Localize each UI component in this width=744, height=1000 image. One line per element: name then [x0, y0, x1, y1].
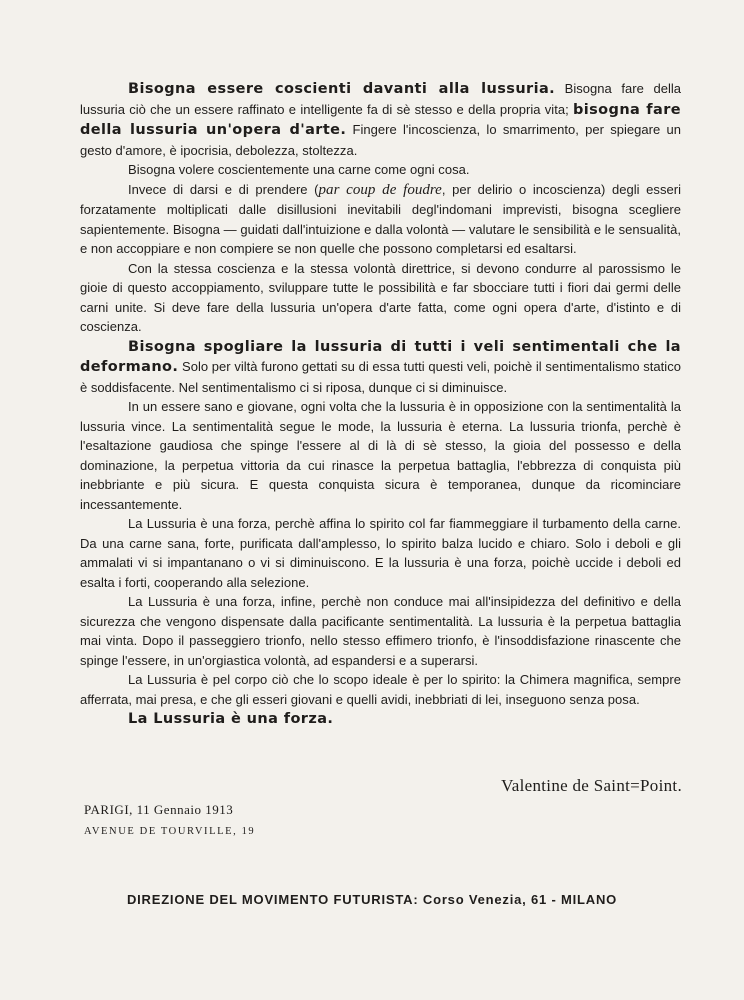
paragraph-8: La Lussuria è una forza, infine, perchè non conduce mai all'insipidezza del definitivo e della sicurezza che vengono dispensate dalla pacificante sentimentalità. La lussuria è la perpetua battaglia mai vinta. Dopo il passeggiero trionfo, nello stesso effimero trionfo, è l'insoddisfazione rinascente che spinge l'essere, in un'orgiastica volontà, ad espandersi e a superarsi. — [80, 594, 681, 668]
paragraph-1 — [80, 79, 681, 160]
paragraph-text: Fingere l'incoscienza, lo smarrimento, per spiegare un gesto d'amore, è ipocrisia, debolezza, stoltezza. — [80, 122, 681, 158]
manifesto-body — [80, 79, 681, 730]
bold-phrase: Bisogna spogliare la lussuria di tutti i veli sentimentali che la deformano. — [80, 338, 681, 375]
signature: Valentine de Saint=Point. — [501, 776, 682, 795]
address: AVENUE DE TOURVILLE, 19 — [84, 826, 256, 837]
paragraph-4: Con la stessa coscienza e la stessa volontà direttrice, si devono condurre al parossismo le gioie di questo accoppiamento, sviluppare tutte le possibilità e far sbocciare tutti i fiori dai germi delle carni unite. Si deve fare della lussuria un'opera d'arte fatta, come ogni opera d'arte, d'istinto e di coscienza. — [80, 260, 681, 334]
paragraph-text: Bisogna fare della lussuria ciò che un essere raffinato e intelligente fa di sè stesso e della propria vita; — [80, 81, 682, 117]
bold-phrase: Bisogna essere coscienti davanti alla lussuria. — [128, 81, 556, 97]
paragraph-text: Invece di darsi e di prendere ( — [128, 181, 319, 197]
place-date: PARIGI, 11 Gennaio 1913 — [84, 802, 234, 817]
closing-phrase: La Lussuria è una forza. — [128, 711, 334, 727]
paragraph-6: In un essere sano e giovane, ogni volta che la lussuria è in opposizione con la sentimentalità la lussuria vince. La sentimentalità segue le mode, la lussuria è eterna. La lussuria trionfa, perchè è l'esaltazione gaudiosa che spinge l'essere al di là di sè stesso, la gioia del possesso e della dominazione, la perpetua vittoria da cui rinasce la perpetua battaglia, l'ebbrezza di conquista più inebbriante e più sicura. E questa conquista sicura è temporanea, dunque da ricominciare incessantemente. — [80, 399, 681, 512]
bold-phrase: bisogna fare della lussuria un'opera d'arte. — [80, 101, 681, 138]
paragraph-text: Solo per viltà furono gettati su di essa tutti questi veli, poichè il sentimentalismo statico è soddisfacente. Nel sentimentalismo ci si riposa, dunque ci si diminuisce. — [80, 359, 681, 395]
paragraph-7: La Lussuria è una forza, perchè affina lo spirito col far fiammeggiare il turbamento della carne. Da una carne sana, forte, purificata dall'amplesso, lo spirito balza lucido e chiaro. Solo i deboli e gli ammalati vi si impantanano o vi si diminuiscono. E la lussuria è una forza, poichè uccide i deboli ed esalta i forti, cooperando alla selezione. — [80, 516, 681, 590]
italic-phrase: par coup de foudre — [318, 181, 442, 198]
paragraph-5 — [80, 337, 681, 398]
closing-line — [80, 709, 681, 730]
paragraph-2: Bisogna volere coscientemente una carne come ogni cosa. — [128, 162, 470, 177]
paragraph-text: , per delirio o incoscienza) degli esseri forzatamente moltiplicati dalle disillusioni inevitabili degl'indomani imprevisti, bisogna scegliere sapientemente. Bisogna — guidati dall'intuizione e dalla volontà — valutare le sensibilità e le sensualità, e non accoppiare e non compiere se non quelle che possono completarsi ed esaltarsi. — [80, 181, 681, 256]
footer-line: DIREZIONE DEL MOVIMENTO FUTURISTA: Corso Venezia, 61 - MILANO — [126, 892, 618, 907]
closing-paragraph — [80, 709, 681, 730]
paragraph-9: La Lussuria è pel corpo ciò che lo scopo ideale è per lo spirito: la Chimera magnifica, sempre afferrata, mai presa, e che gli esseri giovani e quelli avidi, inebbriati di lei, inseguono senza posa. — [80, 672, 681, 707]
paragraph-3 — [80, 180, 681, 259]
